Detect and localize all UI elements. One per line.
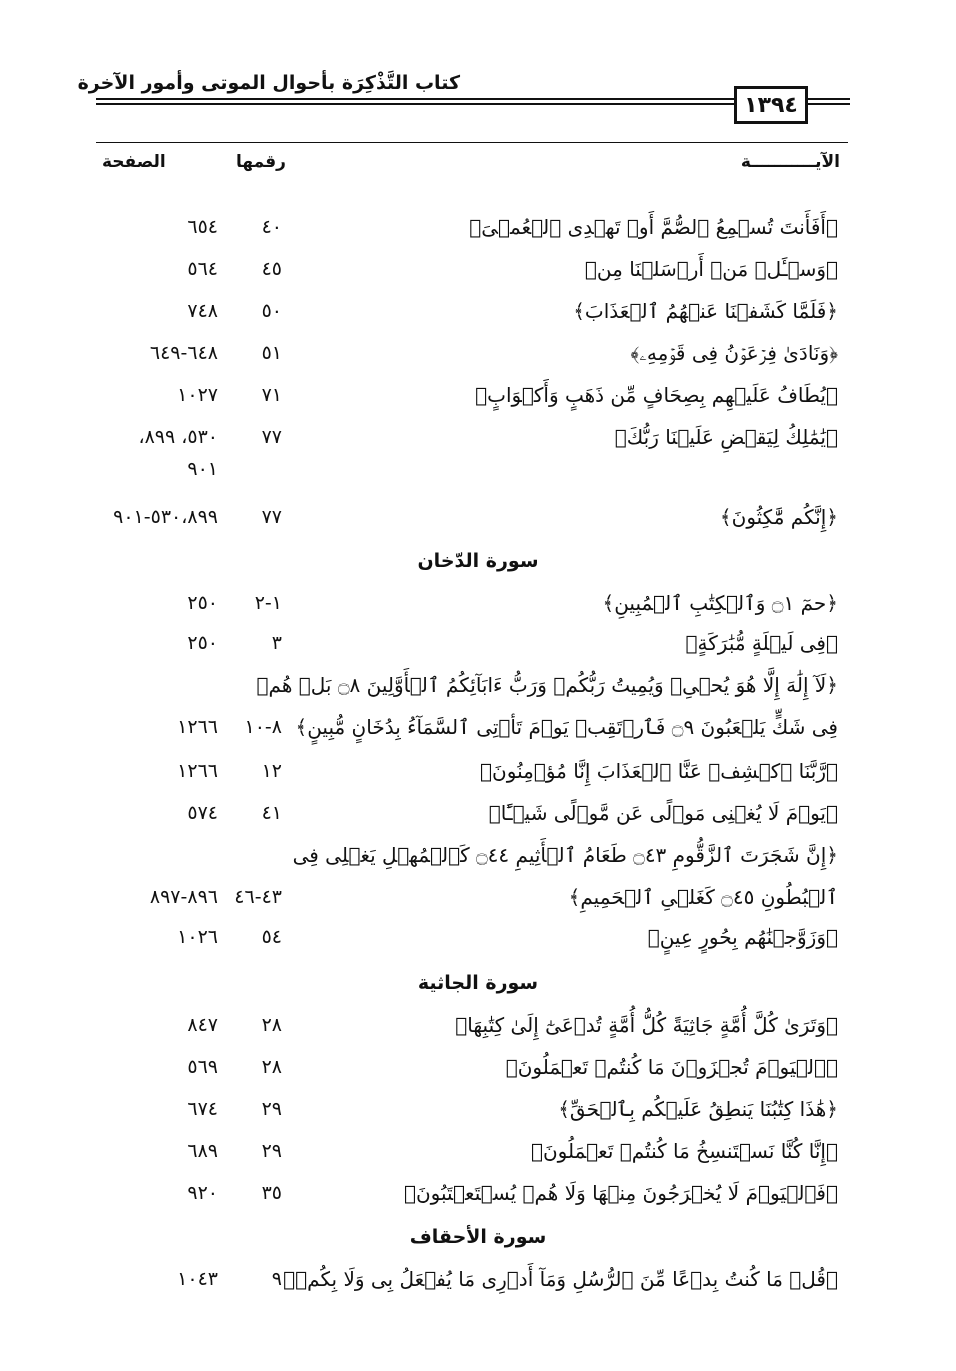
verse-number: ٨-١٠ [244, 716, 282, 738]
page-ref: ٢٥٠ [187, 592, 218, 614]
verse-text: ﴿وَنَادَىٰ فِرۡعَوۡنُ فِى قَوۡمِهِۦ﴾ [630, 341, 838, 365]
verse-number: ٥١ [261, 342, 282, 364]
verse-number: ٤٣-٤٦ [234, 886, 282, 908]
header-rule-right-top [808, 98, 850, 100]
verse-text: ﴿فَلَمَّا كَشَفۡنَا عَنۡهُمُ ٱلۡعَذَابَ﴾ [573, 299, 838, 323]
book-title: كتاب التَّذْكِرَة بأحوال الموتى وأمور الآخرة [77, 72, 460, 94]
surah-heading: سورة الأحقاف [409, 1226, 547, 1248]
verse-number: ٤٥ [261, 258, 282, 280]
column-header-number: رقمها [236, 152, 286, 172]
verse-text: ﴿إِنَّا كُنَّا نَسۡتَنسِخُ مَا كُنتُمۡ تَعۡمَلُونَ﴾ [530, 1139, 838, 1163]
verse-number: ٧٧ [261, 506, 282, 528]
verse-text: ﴿وَتَرَىٰ كُلَّ أُمَّةٍ جَاثِيَةً كُلُّ أُمَّةٍ تُدۡعَىٰٓ إِلَىٰ كِتَٰبِهَا﴾ [455, 1013, 838, 1037]
header-rule-top [96, 98, 734, 100]
verse-number: ٣ [271, 632, 282, 654]
page-ref: ٥٣٠، ٨٩٩، [138, 426, 218, 448]
verse-number: ٥٤ [261, 926, 282, 948]
page-number: ١٣٩٤ [734, 86, 808, 124]
verse-text: ﴿أَفَأَنتَ تُسۡمِعُ ٱلصُّمَّ أَوۡ تَهۡدِى ٱلۡعُمۡىَ﴾ [469, 215, 838, 239]
verse-number: ٧١ [261, 384, 282, 406]
verse-text: ﴿فِى لَيۡلَةٍ مُّبَٰرَكَةٍ﴾ [685, 631, 838, 655]
surah-heading: سورة الدّخان [417, 550, 539, 572]
verse-number: ٤٠ [261, 216, 282, 238]
verse-text: ﴿وَزَوَّجۡنَٰهُم بِحُورٍ عِينٍ﴾ [647, 925, 838, 949]
page-ref: ٧٤٨ [187, 300, 218, 322]
verse-text: ﴿حمٓ ۝١ وَٱلۡكِتَٰبِ ٱلۡمُبِينِ﴾ [602, 591, 838, 615]
page-ref: ٥٧٤ [187, 802, 218, 824]
page-ref: ٥٣٠،٨٩٩-٩٠١ [113, 506, 218, 528]
page-ref: ٨٤٧ [187, 1014, 218, 1036]
page-ref: ٥٦٤ [187, 258, 218, 280]
verse-number: ٩ [271, 1268, 282, 1290]
verse-number: ٣٥ [261, 1182, 282, 1204]
verse-text: ﴿يَوۡمَ لَا يُغۡنِى مَوۡلًى عَن مَّوۡلًى شَيۡـًٔا﴾ [488, 801, 838, 825]
verse-number: ٥٠ [261, 300, 282, 322]
page-ref: ٨٩٦-٨٩٧ [149, 886, 218, 908]
page-ref: ٦٤٨-٦٤٩ [149, 342, 218, 364]
page-ref: ٦٥٤ [187, 216, 218, 238]
verse-text: ﴿رَّبَّنَا ٱكۡشِفۡ عَنَّا ٱلۡعَذَابَ إِنَّا مُؤۡمِنُونَ﴾ [480, 759, 838, 783]
header-rule-right-bottom [808, 103, 850, 105]
verse-text: ﴿إِنَّكُم مَّٰكِثُونَ﴾ [719, 505, 838, 529]
verse-number: ٢٨ [261, 1014, 282, 1036]
verse-text: ﴿ٱلۡيَوۡمَ تُجۡزَوۡنَ مَا كُنتُمۡ تَعۡمَلُونَ﴾ [505, 1055, 838, 1079]
page-ref: ٩٢٠ [187, 1182, 218, 1204]
page-ref: ١٢٦٦ [177, 716, 218, 738]
verse-number: ٤١ [261, 802, 282, 824]
page-ref: ١٠٤٣ [177, 1268, 218, 1290]
verse-text: ﴿إِنَّ شَجَرَتَ ٱلزَّقُّومِ ۝٤٣ طَعَامُ ٱلۡأَثِيمِ ۝٤٤ كَٱلۡمُهۡلِ يَغۡلِى فِى [292, 843, 838, 867]
page-ref-continued: ٩٠١ [187, 458, 218, 480]
verse-number: ١-٢ [254, 592, 282, 614]
surah-heading: سورة الجاثية [417, 972, 539, 994]
verse-number: ١٢ [261, 760, 282, 782]
verse-text: ﴿فَٱلۡيَوۡمَ لَا يُخۡرَجُونَ مِنۡهَا وَلَا هُمۡ يُسۡتَعۡتَبُونَ﴾ [403, 1181, 838, 1205]
verse-text-continued: فِى شَكٍّ يَلۡعَبُونَ ۝٩ فَٱرۡتَقِبۡ يَوۡمَ تَأۡتِى ٱلسَّمَآءُ بِدُخَانٍ مُّبِينٍ﴾ [295, 715, 838, 739]
header-rule-bottom [96, 103, 734, 105]
page-ref: ١٠٢٧ [177, 384, 218, 406]
column-header-verse: الآيـــــــــــة [740, 152, 840, 172]
page-header [0, 0, 956, 140]
page-ref: ١٠٢٦ [177, 926, 218, 948]
column-header-rule [96, 142, 848, 143]
verse-number: ٢٩ [261, 1140, 282, 1162]
page-ref: ٢٥٠ [187, 632, 218, 654]
verse-number: ٢٩ [261, 1098, 282, 1120]
column-header-page: الصفحة [102, 152, 166, 172]
verse-text: ﴿يُطَافُ عَلَيۡهِم بِصِحَافٍ مِّن ذَهَبٍ وَأَكۡوَابٍ﴾ [475, 383, 838, 407]
verse-text: ﴿لَآ إِلَٰهَ إِلَّا هُوَ يُحۡىِۦ وَيُمِيتُ رَبُّكُمۡ وَرَبُّ ءَابَآئِكُمُ ٱلۡأَوَّلِينَ ۝٨ بَلۡ هُمۡ [256, 673, 838, 697]
verse-number: ٢٨ [261, 1056, 282, 1078]
verse-text: ﴿قُلۡ مَا كُنتُ بِدۡعًا مِّنَ ٱلرُّسُلِ وَمَآ أَدۡرِى مَا يُفۡعَلُ بِى وَلَا بِكُمۡ﴾ [283, 1267, 838, 1291]
page-ref: ٦٧٤ [187, 1098, 218, 1120]
verse-number: ٧٧ [261, 426, 282, 448]
verse-text: ﴿يَٰمَٰلِكُ لِيَقۡضِ عَلَيۡنَا رَبُّكَ﴾ [614, 425, 838, 449]
page-ref: ٦٨٩ [187, 1140, 218, 1162]
verse-text: ﴿وَسۡـَٔلۡ مَنۡ أَرۡسَلۡنَا مِن﴾ [584, 257, 838, 281]
verse-text-continued: ٱلۡبُطُونِ ۝٤٥ كَغَلۡىِ ٱلۡحَمِيمِ﴾ [568, 885, 838, 909]
verse-text: ﴿هَٰذَا كِتَٰبُنَا يَنطِقُ عَلَيۡكُم بِٱلۡحَقِّ﴾ [558, 1097, 838, 1121]
page-ref: ٥٦٩ [187, 1056, 218, 1078]
page-ref: ١٢٦٦ [177, 760, 218, 782]
